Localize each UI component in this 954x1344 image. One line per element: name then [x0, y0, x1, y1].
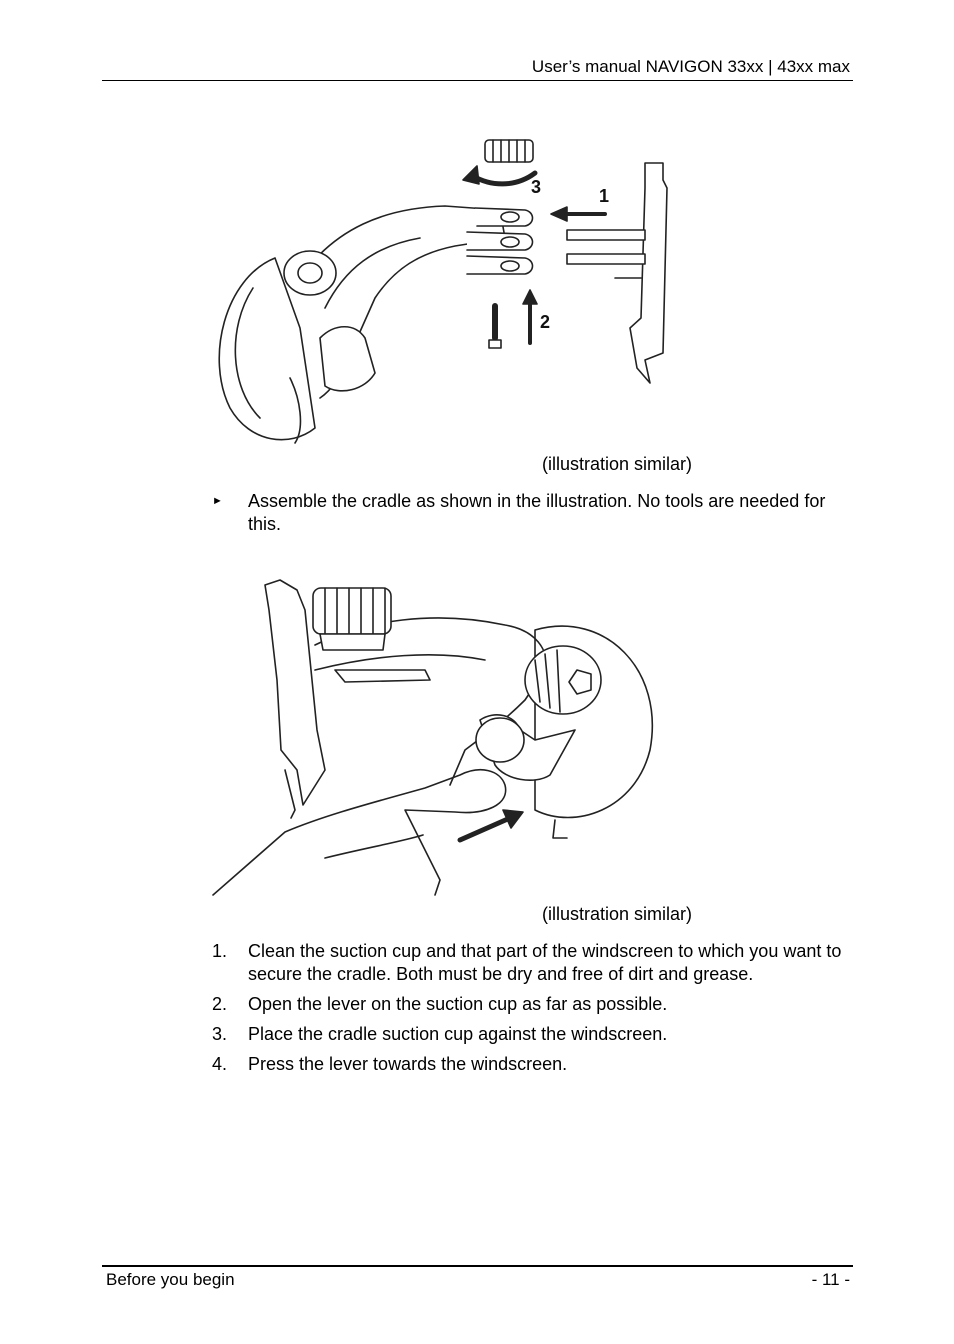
page-number: - 11 -: [811, 1270, 850, 1289]
cradle-assembly-illustration: [205, 128, 695, 450]
instruction-steps: [212, 940, 852, 1083]
bullet-text: Assemble the cradle as shown in the illustration. No tools are needed for this.: [248, 491, 826, 534]
running-header: User’s manual NAVIGON 33xx | 43xx max: [531, 57, 850, 76]
header-rule: [102, 80, 853, 81]
callout-1: 1: [599, 186, 610, 206]
step-item: [212, 1023, 852, 1046]
step-item: [212, 940, 852, 986]
callout-3: 3: [531, 177, 542, 197]
step-item: [212, 1053, 852, 1076]
figure-caption-2: (illustration similar): [542, 904, 693, 924]
footer-rule: [102, 1265, 853, 1267]
callout-2: 2: [540, 312, 551, 332]
step-number: 1.: [212, 941, 228, 961]
bullet-marker: ►: [212, 495, 223, 507]
figure-caption-1: (illustration similar): [542, 454, 693, 474]
mounting-illustration: [205, 570, 665, 900]
step-number: 3.: [212, 1024, 228, 1044]
step-number: 2.: [212, 994, 228, 1014]
step-item: [212, 993, 852, 1016]
step-text: Press the lever towards the windscreen.: [248, 1054, 568, 1074]
step-text: Place the cradle suction cup against the windscreen.: [248, 1024, 668, 1044]
step-text: Clean the suction cup and that part of the windscreen to which you want to secure the cradle. Both must be dry and free of dirt and grease.: [248, 941, 842, 984]
step-number: 4.: [212, 1054, 228, 1074]
step-text: Open the lever on the suction cup as far as possible.: [248, 994, 668, 1014]
footer-section-title: Before you begin: [106, 1270, 235, 1289]
